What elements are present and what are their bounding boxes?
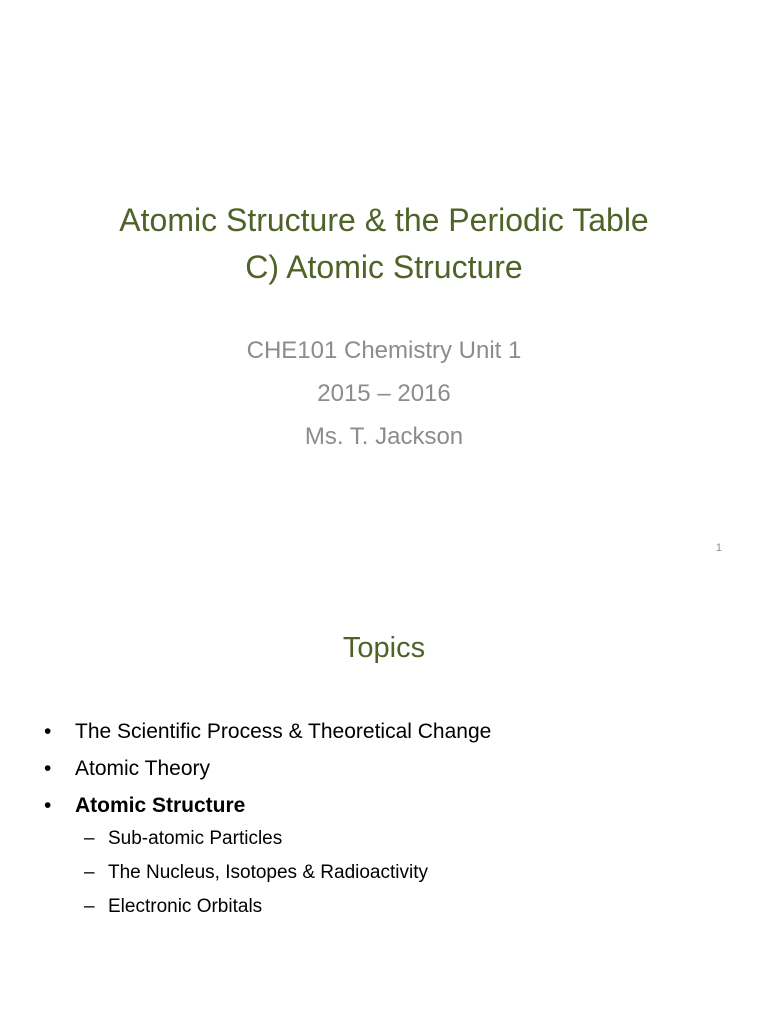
list-item — [44, 750, 744, 787]
subtitle-teacher: Ms. T. Jackson — [304, 423, 464, 450]
bullet-marker: • — [44, 720, 52, 743]
dash-marker: – — [84, 862, 95, 883]
topics-slide — [0, 576, 768, 1024]
dash-marker: – — [84, 828, 95, 849]
sub-list-item — [84, 856, 744, 890]
topics-heading: Topics — [342, 632, 426, 664]
dash-marker: – — [84, 896, 95, 917]
slide-title — [0, 197, 768, 291]
sub-list-item-label: The Nucleus, Isotopes & Radioactivity — [108, 862, 428, 883]
sub-list-item-label: Sub-atomic Particles — [108, 828, 283, 849]
list-item-label: The Scientific Process & Theoretical Change — [75, 720, 492, 743]
sub-list-item-label: Electronic Orbitals — [108, 896, 263, 917]
sub-topics-list — [44, 822, 744, 924]
list-item-label: Atomic Structure — [75, 794, 246, 817]
list-item — [44, 713, 744, 750]
list-item-current — [44, 787, 744, 824]
subtitle-course: CHE101 Chemistry Unit 1 — [246, 337, 522, 364]
slide-subtitle — [0, 329, 768, 458]
subtitle-year: 2015 – 2016 — [317, 380, 451, 407]
sub-list-item — [84, 890, 744, 924]
sub-list-item — [84, 822, 744, 856]
title-line-1: Atomic Structure & the Periodic Table — [119, 202, 649, 238]
title-line-2: C) Atomic Structure — [245, 249, 523, 285]
slide-number: 1 — [715, 542, 722, 554]
list-item-label: Atomic Theory — [75, 757, 210, 780]
bullet-marker: • — [44, 794, 52, 817]
topics-list — [44, 713, 744, 924]
bullet-marker: • — [44, 757, 52, 780]
